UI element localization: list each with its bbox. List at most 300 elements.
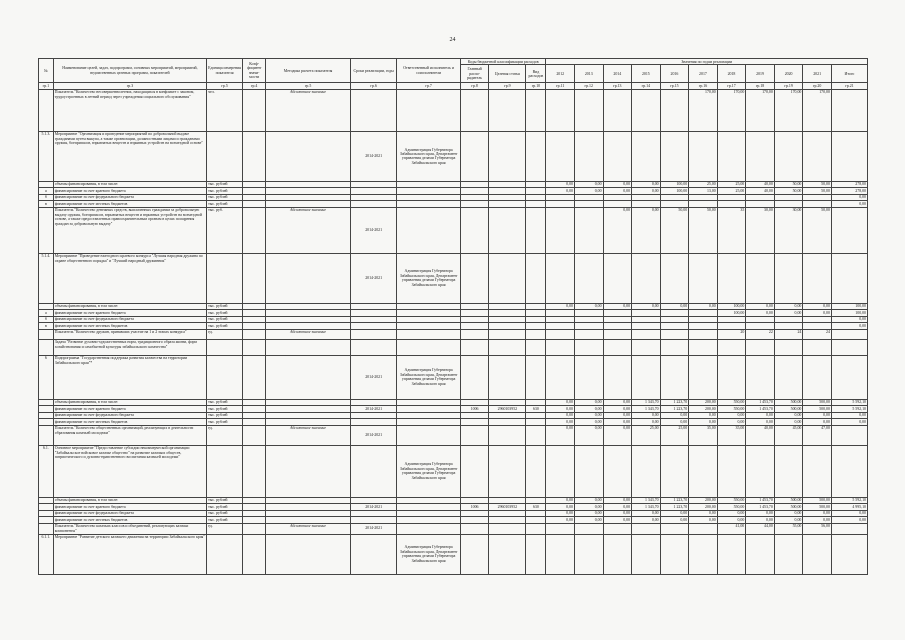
header-performer: Ответственный исполнитель и соисполнители bbox=[397, 59, 460, 83]
row-unit: тыс. рублей bbox=[207, 181, 243, 187]
row-method bbox=[266, 355, 351, 399]
row-code-admin bbox=[460, 329, 489, 339]
row-year-value: 55,00 bbox=[774, 523, 803, 534]
row-year-value: 22 bbox=[746, 329, 775, 339]
row-year-value bbox=[546, 253, 575, 303]
row-year-value bbox=[774, 339, 803, 355]
row-unit: тыс. руб. bbox=[207, 207, 243, 253]
header-year: 2016 bbox=[660, 65, 689, 83]
table-header bbox=[39, 59, 868, 90]
row-code-admin: 1006 bbox=[460, 406, 489, 412]
row-performer bbox=[397, 89, 460, 131]
header-method: Методика расчета показателя bbox=[266, 59, 351, 83]
row-year-value: 550,00 bbox=[717, 399, 746, 405]
row-year-value: 100,00 bbox=[660, 181, 689, 187]
row-total: 5 592,10 bbox=[831, 497, 867, 503]
row-name: объемы финансирования, в том числе: bbox=[53, 303, 206, 309]
header-total: Итого bbox=[831, 65, 867, 83]
row-num: 6.1.1. bbox=[39, 534, 54, 574]
row-year-value bbox=[717, 131, 746, 181]
row-code-admin bbox=[460, 89, 489, 131]
row-year-value: 0,00 bbox=[803, 517, 832, 523]
row-total bbox=[831, 131, 867, 181]
row-year-value: 0,00 bbox=[546, 181, 575, 187]
row-year-value bbox=[574, 131, 603, 181]
row-name: финансирование за счет местных бюджетов bbox=[53, 201, 206, 207]
row-year-value: 24 bbox=[774, 329, 803, 339]
row-year-value: 0,00 bbox=[803, 412, 832, 418]
row-name: объемы финансирования, в том числе: bbox=[53, 497, 206, 503]
row-method bbox=[266, 445, 351, 497]
row-term: 2014-2021 bbox=[350, 355, 397, 399]
row-year-value bbox=[574, 445, 603, 497]
row-unit bbox=[207, 355, 243, 399]
row-name: финансирование за счет краевого бюджета bbox=[53, 504, 206, 510]
row-code-admin bbox=[460, 425, 489, 445]
row-method: Абсолютное значение bbox=[266, 523, 351, 534]
row-name: финансирование за счет краевого бюджета bbox=[53, 310, 206, 316]
row-year-value bbox=[774, 534, 803, 574]
row-year-value bbox=[546, 523, 575, 534]
row-term: 2014-2021 bbox=[350, 131, 397, 181]
row-year-value: 500,00 bbox=[803, 504, 832, 510]
row-year-value bbox=[574, 253, 603, 303]
row-code-target bbox=[489, 89, 526, 131]
row-year-value bbox=[632, 534, 661, 574]
row-year-value: 0,00 bbox=[574, 504, 603, 510]
row-year-value: 0,00 bbox=[603, 303, 632, 309]
row-num: б bbox=[39, 316, 54, 322]
row-year-value: 0,00 bbox=[746, 517, 775, 523]
row-year-value: 550,00 bbox=[717, 406, 746, 412]
row-unit bbox=[207, 253, 243, 303]
row-year-value: 0,00 bbox=[603, 425, 632, 445]
row-year-value bbox=[660, 339, 689, 355]
row-year-value: 30,00 bbox=[774, 207, 803, 253]
row-unit: ед. bbox=[207, 523, 243, 534]
row-code-type bbox=[526, 425, 546, 445]
row-code-target bbox=[489, 329, 526, 339]
row-year-value: 0,00 bbox=[689, 510, 718, 516]
row-unit bbox=[207, 339, 243, 355]
row-code-admin bbox=[460, 523, 489, 534]
row-total: 0,00 bbox=[831, 510, 867, 516]
row-year-value: 0,00 bbox=[632, 303, 661, 309]
row-year-value: 0,00 bbox=[660, 412, 689, 418]
row-year-value bbox=[574, 207, 603, 253]
column-number: гр.18 bbox=[746, 83, 775, 89]
row-year-value: 170,00 bbox=[774, 89, 803, 131]
table-row bbox=[39, 425, 868, 445]
row-year-value: 0,00 bbox=[546, 406, 575, 412]
row-year-value bbox=[746, 445, 775, 497]
header-code-type: Вид расходов bbox=[526, 65, 546, 83]
header-year: 2019 bbox=[746, 65, 775, 83]
row-year-value: 0,00 bbox=[603, 497, 632, 503]
row-year-value: 0,00 bbox=[689, 303, 718, 309]
row-year-value: 0,00 bbox=[632, 181, 661, 187]
row-code-admin bbox=[460, 355, 489, 399]
column-number: гр.6 bbox=[350, 83, 397, 89]
row-coef bbox=[243, 253, 266, 303]
column-number: гр.14 bbox=[632, 83, 661, 89]
row-year-value: 0,00 bbox=[574, 425, 603, 445]
row-code-type bbox=[526, 339, 546, 355]
row-year-value: 0,00 bbox=[603, 207, 632, 253]
row-year-value bbox=[546, 355, 575, 399]
row-code-admin bbox=[460, 445, 489, 497]
row-year-value bbox=[746, 355, 775, 399]
row-num bbox=[39, 425, 54, 445]
row-term: 2014-2021 bbox=[350, 207, 397, 253]
row-year-value: 170,00 bbox=[746, 89, 775, 131]
row-year-value bbox=[689, 339, 718, 355]
row-year-value: 0,00 bbox=[574, 188, 603, 194]
row-term: 2014-2021 bbox=[350, 406, 397, 412]
row-year-value bbox=[689, 329, 718, 339]
row-year-value: 1 343,70 bbox=[632, 497, 661, 503]
row-year-value: 0,00 bbox=[746, 310, 775, 316]
row-unit: тыс. рублей bbox=[207, 497, 243, 503]
row-year-value: 50,00 bbox=[774, 181, 803, 187]
table-row bbox=[39, 534, 868, 574]
row-unit: тыс. рублей bbox=[207, 504, 243, 510]
row-year-value: 0,00 bbox=[603, 412, 632, 418]
row-year-value bbox=[746, 534, 775, 574]
row-code-type bbox=[526, 207, 546, 253]
row-year-value bbox=[774, 355, 803, 399]
column-number: гр.11 bbox=[546, 83, 575, 89]
row-num: а bbox=[39, 188, 54, 194]
row-year-value bbox=[660, 534, 689, 574]
row-year-value: 0,00 bbox=[574, 419, 603, 425]
column-number: гр.5 bbox=[207, 83, 243, 89]
row-year-value: 35,00 bbox=[689, 425, 718, 445]
row-num bbox=[39, 523, 54, 534]
row-year-value: 25,00 bbox=[632, 425, 661, 445]
row-num: 6 bbox=[39, 355, 54, 399]
header-year: 2017 bbox=[689, 65, 718, 83]
row-year-value: 0,00 bbox=[717, 510, 746, 516]
row-year-value: 0,00 bbox=[603, 181, 632, 187]
row-code-type bbox=[526, 131, 546, 181]
row-year-value: 40,00 bbox=[746, 181, 775, 187]
row-year-value: 550,00 bbox=[717, 504, 746, 510]
row-year-value: 0,00 bbox=[717, 517, 746, 523]
row-total: 0,00 bbox=[831, 412, 867, 418]
row-code-target bbox=[489, 253, 526, 303]
row-coef bbox=[243, 425, 266, 445]
row-year-value: 0,00 bbox=[803, 419, 832, 425]
row-year-value bbox=[546, 445, 575, 497]
row-code-target bbox=[489, 131, 526, 181]
row-year-value: 500,00 bbox=[774, 504, 803, 510]
header-year: 2020 bbox=[774, 65, 803, 83]
row-year-value: 500,00 bbox=[803, 399, 832, 405]
table-row bbox=[39, 89, 868, 131]
row-num: а bbox=[39, 310, 54, 316]
row-year-value: 56,00 bbox=[803, 523, 832, 534]
row-total: 5 592,10 bbox=[831, 406, 867, 412]
row-year-value: 500,00 bbox=[774, 406, 803, 412]
row-year-value bbox=[803, 131, 832, 181]
row-year-value: 0,00 bbox=[803, 303, 832, 309]
row-num: б bbox=[39, 194, 54, 200]
row-year-value: 0,00 bbox=[603, 510, 632, 516]
row-name: Мероприятие "Проведение ежегодного краевого конкурса "Лучшая народная дружина по охране общественного порядка" и "Лучший народный дружинник" bbox=[53, 253, 206, 303]
header-year: 2018 bbox=[717, 65, 746, 83]
row-year-value: 35 bbox=[717, 207, 746, 253]
row-code-admin bbox=[460, 253, 489, 303]
row-term bbox=[350, 339, 397, 355]
row-year-value: 0,00 bbox=[574, 406, 603, 412]
row-year-value: 170,00 bbox=[803, 89, 832, 131]
row-year-value bbox=[603, 253, 632, 303]
row-year-value bbox=[632, 339, 661, 355]
column-number: гр.15 bbox=[660, 83, 689, 89]
row-name: Показатель "Количество дружин, принявших участие на 1 и 2 этапах конкурса" bbox=[53, 329, 206, 339]
row-year-value: 0,00 bbox=[746, 412, 775, 418]
row-year-value: 0,00 bbox=[546, 425, 575, 445]
row-year-value: 50,00 bbox=[803, 181, 832, 187]
row-total bbox=[831, 253, 867, 303]
row-performer bbox=[397, 523, 460, 534]
row-name: Показатель "Количество казачьих классов и объединений, реализующих казачьи компоненты" bbox=[53, 523, 206, 534]
row-year-value: 50,00 bbox=[803, 207, 832, 253]
column-number: гр.5 bbox=[266, 83, 351, 89]
row-year-value bbox=[546, 329, 575, 339]
row-unit: тыс. рублей bbox=[207, 194, 243, 200]
row-unit: тыс. рублей bbox=[207, 316, 243, 322]
row-unit: тыс. рублей bbox=[207, 419, 243, 425]
row-num bbox=[39, 89, 54, 131]
table-row bbox=[39, 253, 868, 303]
row-code-target: 2960103952 bbox=[489, 504, 526, 510]
header-year: 2015 bbox=[632, 65, 661, 83]
row-year-value bbox=[717, 355, 746, 399]
row-year-value: 50,00 bbox=[660, 207, 689, 253]
row-year-value bbox=[546, 131, 575, 181]
row-year-value: 0,00 bbox=[574, 412, 603, 418]
row-code-type bbox=[526, 329, 546, 339]
row-unit: тыс. рублей bbox=[207, 303, 243, 309]
row-year-value bbox=[803, 355, 832, 399]
row-year-value: 25,00 bbox=[717, 188, 746, 194]
row-name: финансирование за счет федерального бюджета bbox=[53, 194, 206, 200]
row-term: 2014-2021 bbox=[350, 504, 397, 510]
row-year-value bbox=[546, 207, 575, 253]
row-year-value bbox=[574, 329, 603, 339]
row-year-value: 0,00 bbox=[746, 303, 775, 309]
row-method: Абсолютное значение bbox=[266, 207, 351, 253]
row-year-value: 200,00 bbox=[689, 504, 718, 510]
row-unit bbox=[207, 534, 243, 574]
row-method bbox=[266, 534, 351, 574]
row-year-value: 0,00 bbox=[632, 517, 661, 523]
row-year-value bbox=[574, 534, 603, 574]
row-total bbox=[831, 355, 867, 399]
header-term: Сроки реализации, годы bbox=[350, 59, 397, 83]
row-term bbox=[350, 329, 397, 339]
row-year-value bbox=[660, 445, 689, 497]
table-row bbox=[39, 523, 868, 534]
row-year-value: 24 bbox=[803, 329, 832, 339]
row-year-value: 0,00 bbox=[546, 419, 575, 425]
header-year: 2021 bbox=[803, 65, 832, 83]
row-term: 2014-2021 bbox=[350, 425, 397, 445]
row-name: Показатель "Количество несовершеннолетних, находящихся в конфликте с законом, трудоустроенных в летний период через учреждения социального обслуживания" bbox=[53, 89, 206, 131]
row-code-admin: 1006 bbox=[460, 504, 489, 510]
row-year-value: 0,00 bbox=[660, 303, 689, 309]
row-year-value: 0,00 bbox=[660, 510, 689, 516]
row-year-value: 0,00 bbox=[603, 188, 632, 194]
row-year-value: 500,00 bbox=[774, 399, 803, 405]
row-total: 4 995,10 bbox=[831, 504, 867, 510]
header-values-group: Значения по годам реализации bbox=[546, 59, 868, 65]
header-codes-group: Коды бюджетной классификации расходов bbox=[460, 59, 546, 65]
row-year-value: 50,00 bbox=[689, 207, 718, 253]
row-year-value bbox=[746, 253, 775, 303]
row-year-value: 25,00 bbox=[660, 425, 689, 445]
row-total: 0,00 bbox=[831, 419, 867, 425]
row-total: 0,00 bbox=[831, 201, 867, 207]
row-year-value bbox=[632, 89, 661, 131]
row-name: финансирование за счет местных бюджетов bbox=[53, 323, 206, 329]
row-year-value bbox=[603, 355, 632, 399]
row-code-type bbox=[526, 253, 546, 303]
column-number: гр.10 bbox=[526, 83, 546, 89]
table-row bbox=[39, 329, 868, 339]
row-method bbox=[266, 339, 351, 355]
row-year-value bbox=[603, 329, 632, 339]
row-year-value: 47,00 bbox=[803, 425, 832, 445]
row-year-value: 0,00 bbox=[574, 517, 603, 523]
row-code-admin bbox=[460, 207, 489, 253]
row-unit bbox=[207, 445, 243, 497]
row-year-value bbox=[603, 445, 632, 497]
column-number: гр.3 bbox=[53, 83, 206, 89]
row-year-value: 30,00 bbox=[746, 207, 775, 253]
row-code-type bbox=[526, 534, 546, 574]
row-year-value: 20 bbox=[717, 329, 746, 339]
row-year-value: 170,00 bbox=[689, 89, 718, 131]
row-year-value: 41,00 bbox=[717, 523, 746, 534]
column-number: гр.20 bbox=[803, 83, 832, 89]
row-year-value: 1 453,70 bbox=[746, 406, 775, 412]
row-year-value bbox=[632, 131, 661, 181]
row-year-value bbox=[803, 534, 832, 574]
row-year-value: 44,00 bbox=[746, 523, 775, 534]
column-number: гр.7 bbox=[397, 83, 460, 89]
row-performer: Администрация Губернатора Забайкальского края, Департамент управления делами Губернатора Забайкальского края bbox=[397, 445, 460, 497]
row-year-value bbox=[632, 253, 661, 303]
row-year-value: 1 453,70 bbox=[746, 399, 775, 405]
row-year-value: 500,00 bbox=[803, 497, 832, 503]
row-unit: ед. bbox=[207, 329, 243, 339]
row-year-value: 45,00 bbox=[774, 425, 803, 445]
row-year-value bbox=[546, 89, 575, 131]
row-year-value bbox=[660, 89, 689, 131]
row-coef bbox=[243, 534, 266, 574]
row-year-value: 0,00 bbox=[546, 412, 575, 418]
row-performer: Администрация Губернатора Забайкальского края, Департамент управления делами Губернатора Забайкальского края bbox=[397, 534, 460, 574]
row-total: 278,00 bbox=[831, 181, 867, 187]
row-year-value: 25,00 bbox=[689, 181, 718, 187]
row-unit: тыс. рублей bbox=[207, 517, 243, 523]
row-year-value bbox=[632, 445, 661, 497]
row-coef bbox=[243, 329, 266, 339]
header-num: № bbox=[39, 59, 54, 83]
row-year-value: 500,00 bbox=[803, 406, 832, 412]
header-year: 2012 bbox=[546, 65, 575, 83]
header-coef: Коэф-фициент значи-мости bbox=[243, 59, 266, 83]
row-coef bbox=[243, 355, 266, 399]
row-name: Подпрограмма "Государственная поддержка развития казачества на территории Забайкальского края"* bbox=[53, 355, 206, 399]
row-method: Абсолютное значение bbox=[266, 329, 351, 339]
row-year-value: 0,00 bbox=[746, 510, 775, 516]
row-performer: Администрация Губернатора Забайкальского края, Департамент управления делами Губернатора Забайкальского края bbox=[397, 355, 460, 399]
row-total bbox=[831, 339, 867, 355]
row-year-value: 0,00 bbox=[689, 419, 718, 425]
row-year-value: 0,00 bbox=[632, 188, 661, 194]
row-year-value: 100,00 bbox=[717, 303, 746, 309]
row-year-value bbox=[689, 445, 718, 497]
row-year-value bbox=[632, 329, 661, 339]
row-year-value bbox=[660, 355, 689, 399]
row-year-value: 0,00 bbox=[632, 510, 661, 516]
row-year-value bbox=[717, 534, 746, 574]
row-coef bbox=[243, 523, 266, 534]
row-name: Мероприятие "Организация и проведение мероприятий по добровольной выдаче гражданами путем выкупа, а также организации, должностными лицами и гражданами оружия, боеприпасов, взрывчатых веществ и взрывных устройств на возмездной основе" bbox=[53, 131, 206, 181]
row-unit bbox=[207, 131, 243, 181]
row-year-value bbox=[660, 329, 689, 339]
row-year-value: 0,00 bbox=[546, 303, 575, 309]
row-year-value: 13,00 bbox=[689, 188, 718, 194]
column-number: гр.12 bbox=[574, 83, 603, 89]
row-total: 278,00 bbox=[831, 188, 867, 194]
row-year-value bbox=[574, 355, 603, 399]
row-code-target bbox=[489, 339, 526, 355]
row-year-value bbox=[546, 534, 575, 574]
row-name: Показатель "Количество общественных организаций, реализующих в деятельности образования казачьей молодежи" bbox=[53, 425, 206, 445]
row-code-type bbox=[526, 89, 546, 131]
row-year-value bbox=[689, 355, 718, 399]
row-num: 6.1. bbox=[39, 445, 54, 497]
row-total bbox=[831, 445, 867, 497]
row-year-value: 170,00 bbox=[717, 89, 746, 131]
row-coef bbox=[243, 207, 266, 253]
row-total: 0,00 bbox=[831, 323, 867, 329]
row-year-value: 40,00 bbox=[746, 188, 775, 194]
row-year-value: 0,00 bbox=[603, 406, 632, 412]
row-year-value: 1 223,70 bbox=[660, 399, 689, 405]
row-year-value bbox=[660, 253, 689, 303]
row-year-value: 0,00 bbox=[603, 399, 632, 405]
table-row bbox=[39, 131, 868, 181]
row-year-value bbox=[689, 534, 718, 574]
row-code-type: 630 bbox=[526, 504, 546, 510]
row-year-value: 0,00 bbox=[603, 419, 632, 425]
table-row bbox=[39, 207, 868, 253]
row-name: объемы финансирования, в том числе: bbox=[53, 181, 206, 187]
row-year-value: 0,00 bbox=[603, 504, 632, 510]
row-term bbox=[350, 89, 397, 131]
row-method bbox=[266, 131, 351, 181]
column-number: гр.19 bbox=[774, 83, 803, 89]
row-name: Показатель "Количество денежных средств, выплаченных гражданам за добровольную выдачу оружия, боеприпасов, взрывчатых веществ и взрывных устройств на возмездной основе, а также предоставленных правоохранительным органам в целях поощрения граждан за добровольную выдачу" bbox=[53, 207, 206, 253]
row-performer: Администрация Губернатора Забайкальского края, Департамент управления делами Губернатора Забайкальского края bbox=[397, 131, 460, 181]
row-year-value bbox=[774, 131, 803, 181]
